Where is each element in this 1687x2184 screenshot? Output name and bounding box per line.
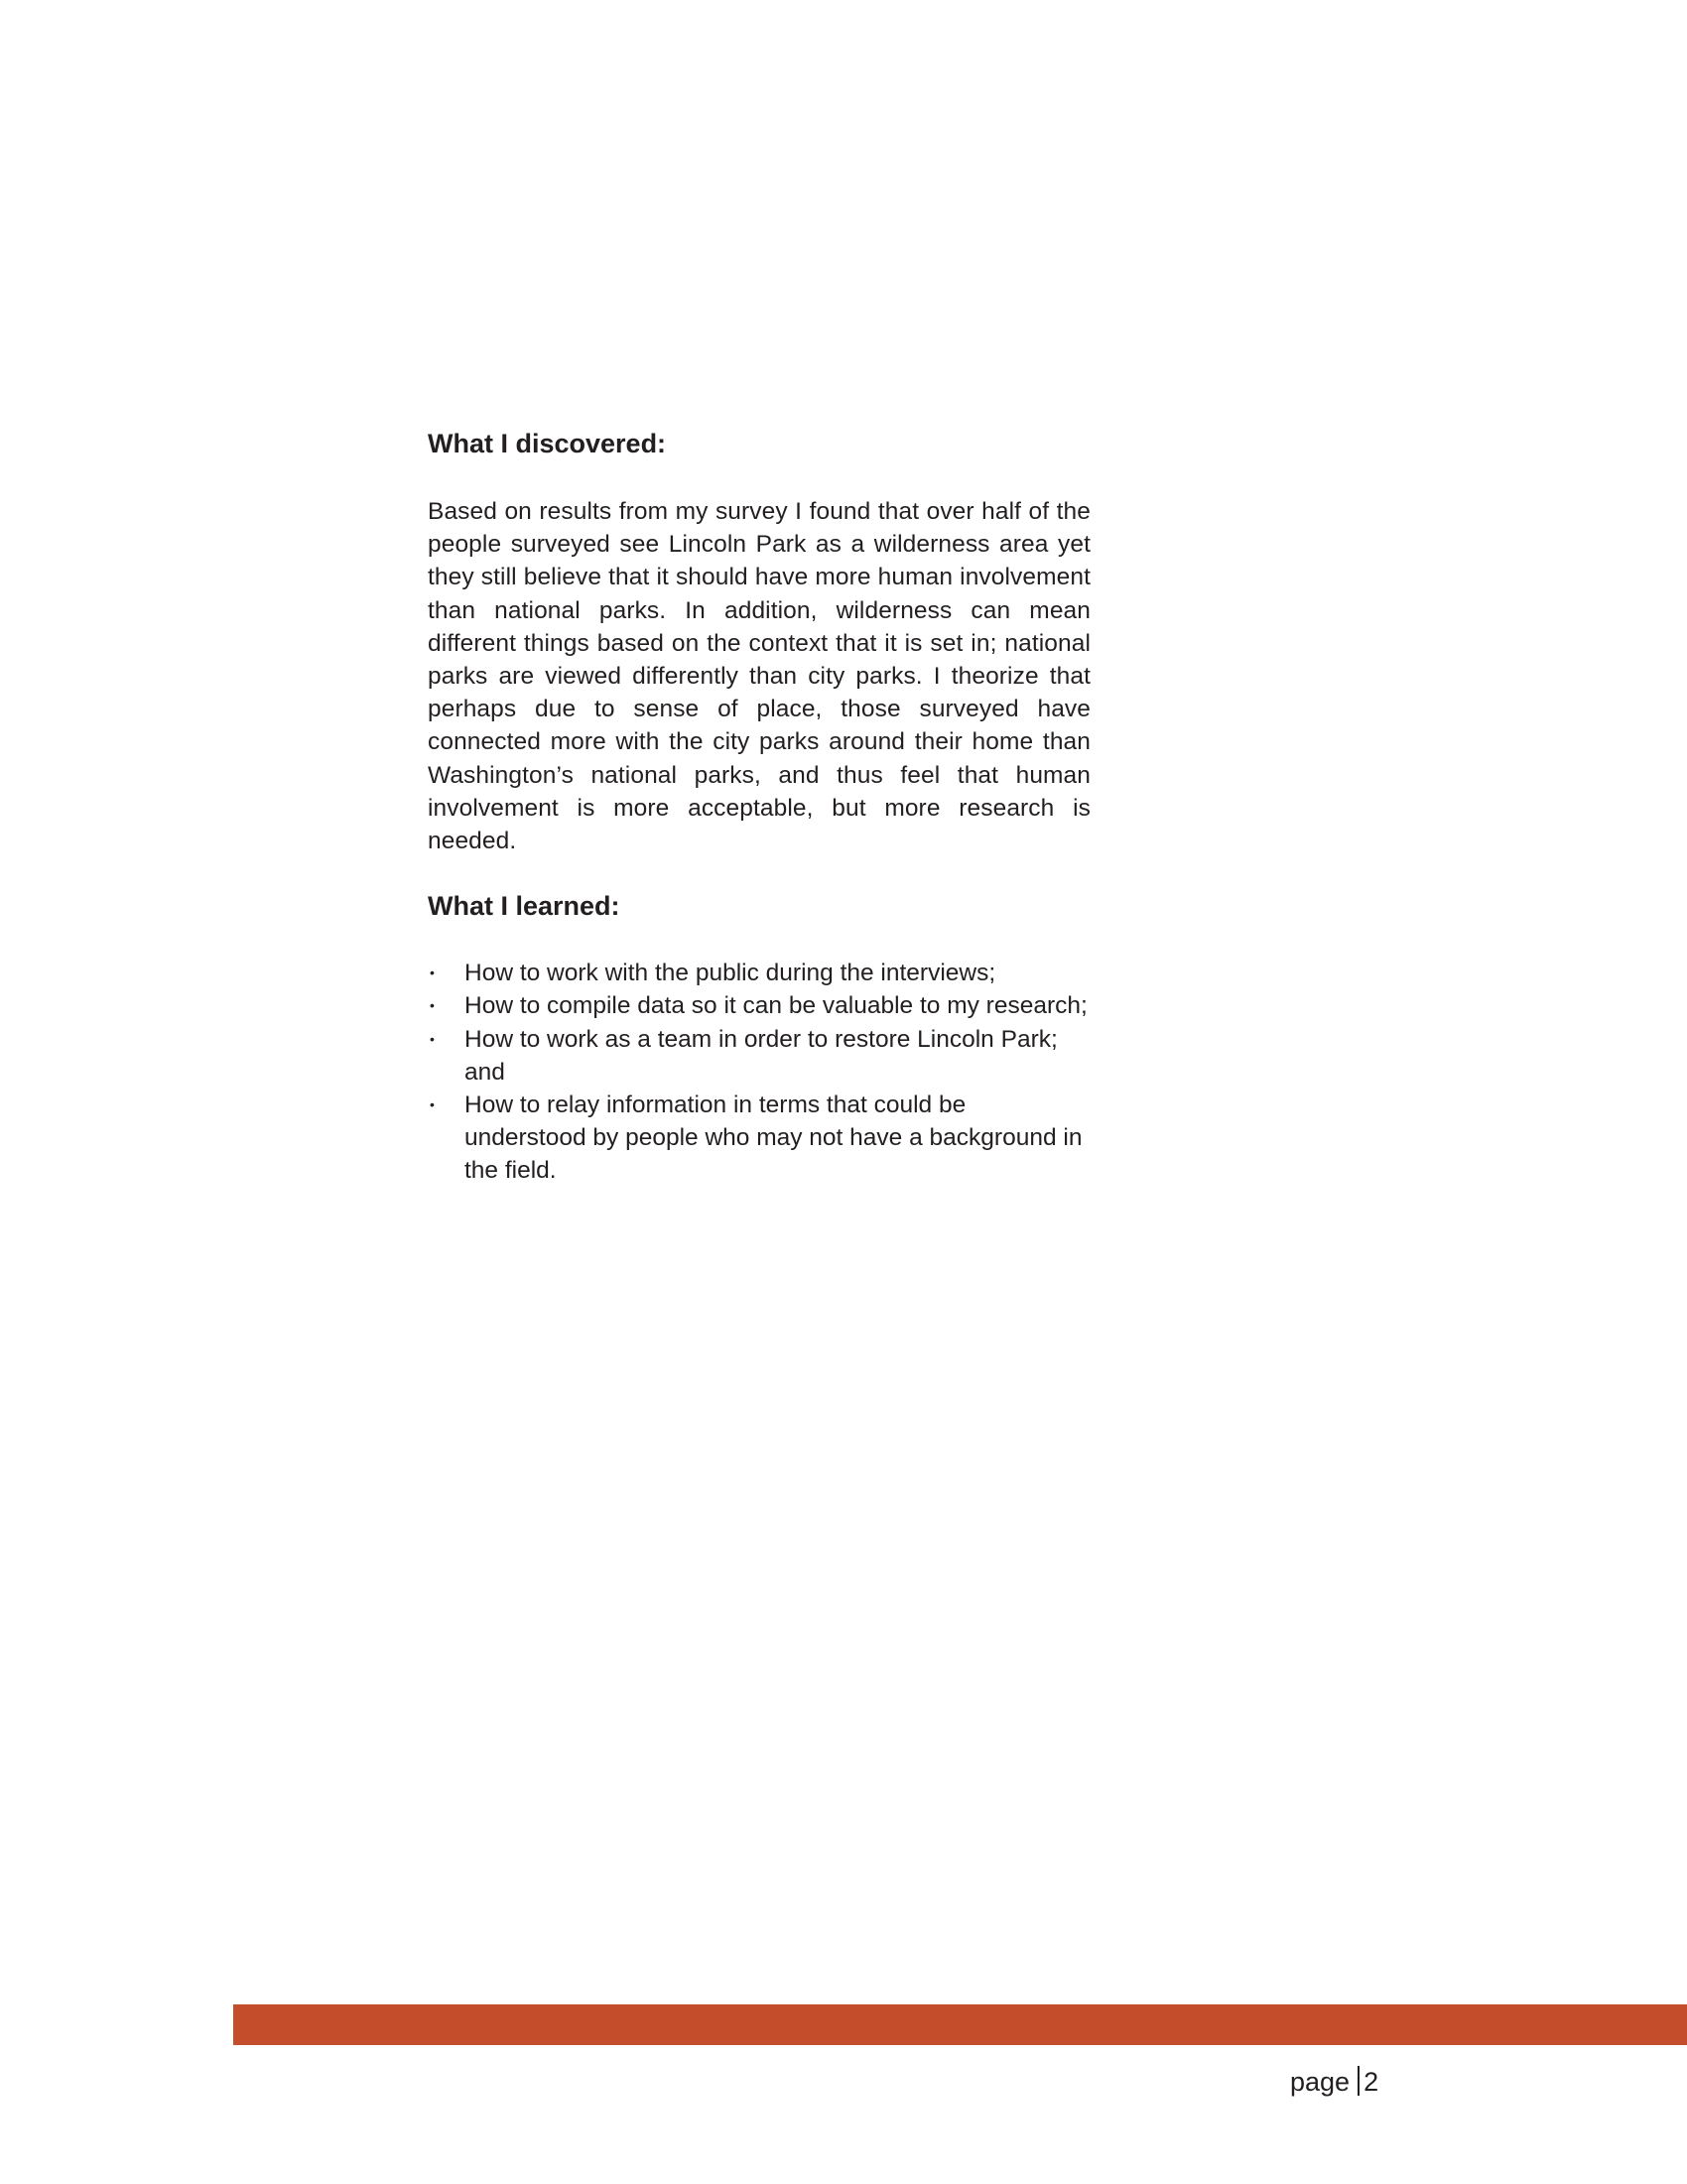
page-label: page [1290,2067,1351,2097]
bullet-icon: • [430,964,435,981]
bullet-icon: • [430,997,435,1014]
bullet-icon: • [430,1096,435,1113]
page-number-value: 2 [1363,2067,1379,2097]
list-item-text: How to work as a team in order to restore Lincoln Park; and [464,1025,1058,1086]
page-separator [1358,2066,1360,2096]
main-content [428,427,1091,1188]
page-number [1290,2065,1378,2099]
discovered-heading: What I discovered: [428,429,667,458]
list-item [428,1023,1091,1089]
list-item-text: How to compile data so it can be valuable to my research; [464,992,1088,1020]
learned-list [428,957,1091,1187]
discovered-paragraph: Based on results from my survey I found that over half of the people surveyed see Lincoln Park as a wilderness area yet they still believe that it should have more human involvement than national parks. In addition, wilderness can mean different things based on the context that it is set in; national parks are viewed differently than city parks. I theorize that perhaps due to sense of place, those surveyed have connected more with the city parks around their home than Washington’s national parks, and thus feel that human involvement is more acceptable, but more research is needed. [428,498,1091,855]
list-item-text: How to relay information in terms that could be understood by people who may not have a background in the field. [464,1092,1083,1185]
footer-bar [233,2004,1687,2045]
learned-heading: What I learned: [428,891,620,922]
bullet-icon: • [430,1030,435,1047]
list-item-text: How to work with the public during the interviews; [464,960,996,987]
list-item [428,957,1091,989]
list-item [428,989,1091,1022]
list-item [428,1089,1091,1188]
